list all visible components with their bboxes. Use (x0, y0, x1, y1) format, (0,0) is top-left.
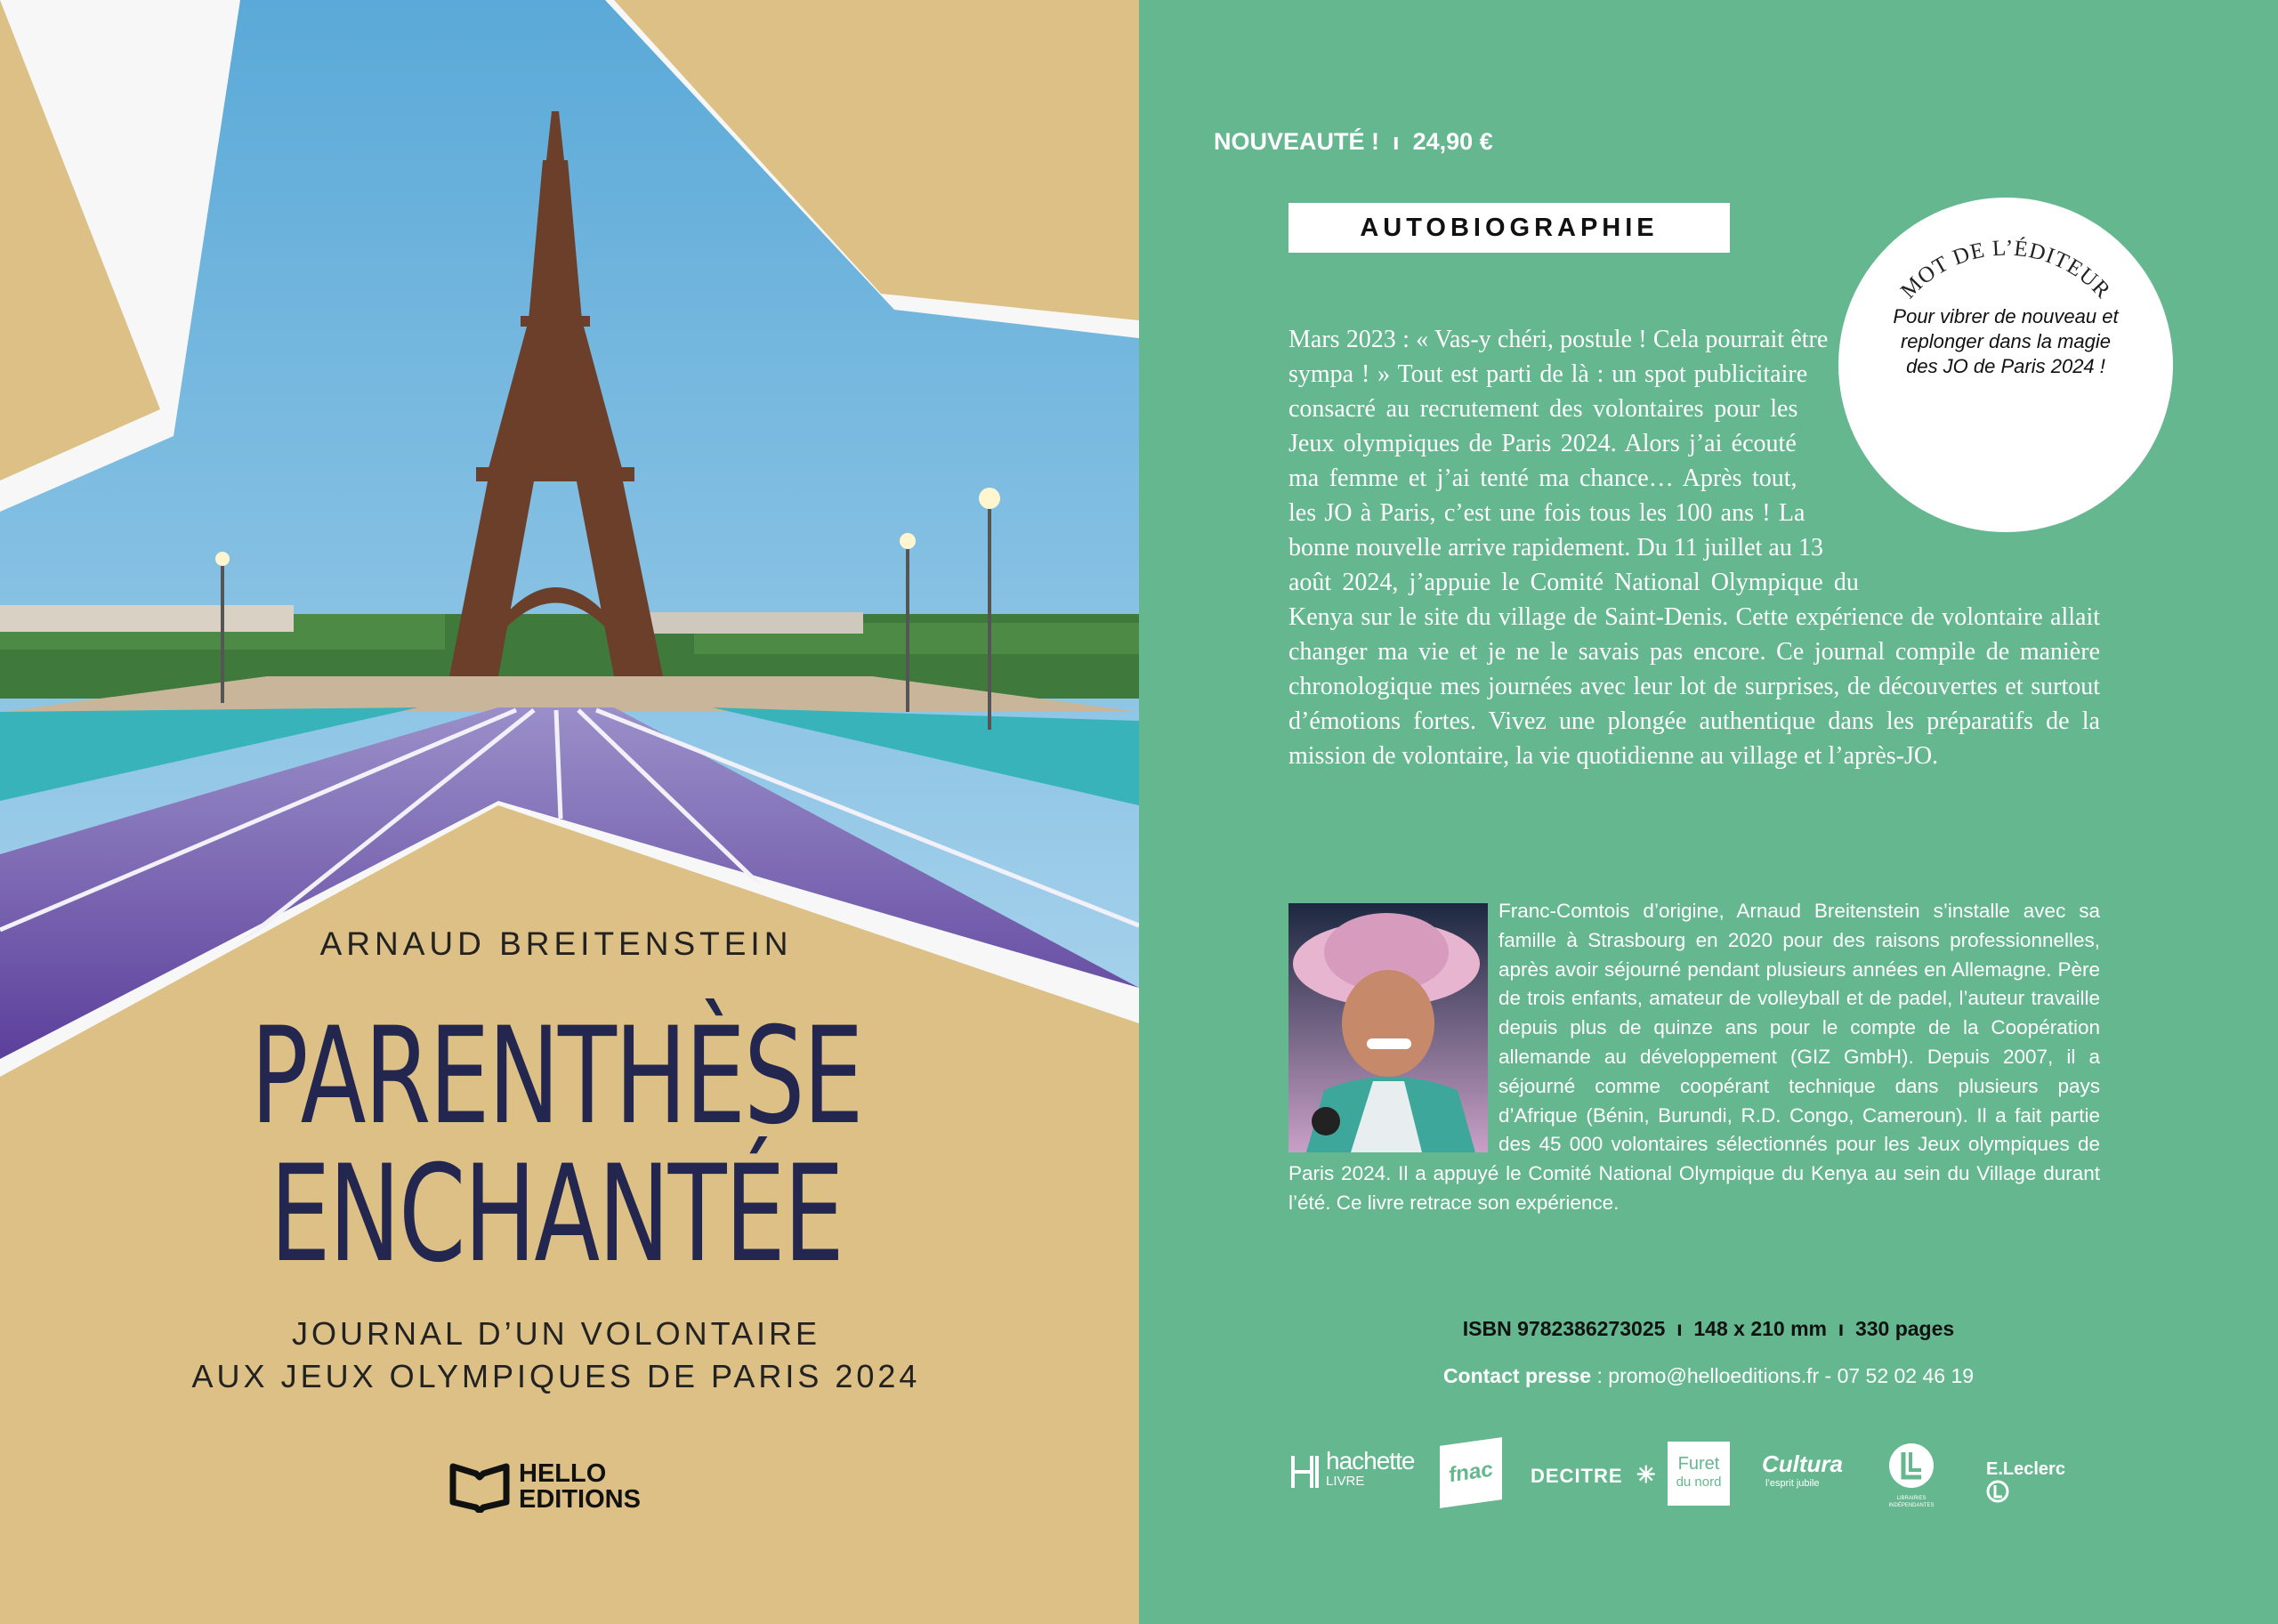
editor-quote: Pour vibrer de nouveau et replonger dans la magie des JO de Paris 2024 ! (1893, 305, 2119, 377)
leclerc-text: E.Leclerc (1986, 1459, 2065, 1479)
author-name: ARNAUD BREITENSTEIN (319, 925, 793, 962)
star-icon: ✳ (1628, 1461, 1657, 1488)
category-label: AUTOBIOGRAPHIE (1360, 213, 1659, 242)
furet-logo (1668, 1442, 1730, 1506)
new-label: NOUVEAUTÉ ! (1214, 128, 1380, 155)
book-icon (449, 1461, 510, 1513)
hachette-sub: LIVRE (1326, 1474, 1365, 1489)
decitre-text: DECITRE (1531, 1465, 1623, 1487)
back-cover (1139, 0, 2278, 1624)
price: 24,90 € (1412, 128, 1493, 155)
page-count: 330 pages (1854, 1317, 1955, 1340)
librairies-icon (1887, 1442, 1935, 1490)
synopsis (1288, 322, 2100, 773)
contact-label: Contact presse (1442, 1364, 1592, 1387)
librairies-logo (1885, 1442, 1938, 1509)
author-photo (1288, 903, 1488, 1152)
fnac-logo (1440, 1437, 1502, 1508)
subtitle-line1: JOURNAL D’UN VOLONTAIRE (291, 1315, 821, 1352)
isbn: ISBN 9782386273025 (1462, 1317, 1666, 1340)
separator: ı (1385, 128, 1407, 155)
hachette-text: hachette (1326, 1447, 1415, 1475)
furet-text-line2: du nord (1676, 1475, 1722, 1490)
librairies-text: LIBRAIRIES INDÉPENDANTES (1888, 1496, 1935, 1508)
cultura-logo (1762, 1450, 1843, 1489)
cultura-text: Cultura (1762, 1450, 1843, 1477)
leclerc-logo (1986, 1459, 2091, 1503)
book-title-line2: ENCHANTÉE (270, 1137, 843, 1292)
decitre-logo (1531, 1461, 1657, 1489)
publisher-name-line1: HELLO (519, 1459, 607, 1488)
editor-badge-text: MOT DE L’ÉDITEUR (1896, 236, 2116, 303)
book-format: 148 x 210 mm (1693, 1317, 1827, 1340)
publisher-name-line2: EDITIONS (519, 1485, 641, 1514)
publisher-logo (449, 1461, 641, 1513)
bio-text: Franc-Comtois d’origine, Arnaud Breitenstein s’installe avec sa famille à Strasbourg en 2020 pour des raisons professionnelles, après avoir séjourné pendant plusieurs années en Allemagne. Père de trois enfants, amateur de volleyball et de padel, l’auteur travaille depuis plus de quinze ans pour le compte de la Coopération allemande au développement (GIZ GmbH). Depuis 2007, il a séjourné comme coopérant technique dans plusieurs pays d’Afrique (Bénin, Burundi, R.D. Congo, Cameroun). Il a fait partie des 45 000 volontaires sélectionnés pour les Jeux olympiques de Paris 2024. Il a appuyé le Comité National Olympique du Kenya au sein du Village durant l’été. Ce livre retrace son expérience. (1288, 900, 2100, 1214)
new-release-price (1214, 128, 1493, 156)
fnac-text: fnac (1449, 1457, 1493, 1488)
cultura-sub: l’esprit jubile (1765, 1478, 1820, 1489)
book-details: ISBN 9782386273025 ı 148 x 210 mm ı 330 pages (1462, 1317, 1955, 1340)
furet-text-line1: Furet (1677, 1454, 1720, 1474)
retailer-logos (1290, 1442, 2091, 1513)
book-title-line1: PARENTHÈSE (250, 999, 862, 1154)
category-badge (1288, 203, 1730, 253)
subtitle-line2: AUX JEUX OLYMPIQUES DE PARIS 2024 (191, 1358, 921, 1394)
contact-value: : promo@helloeditions.fr - 07 52 02 46 19 (1591, 1364, 1975, 1387)
synopsis-text: Mars 2023 : « Vas-y chéri, postule ! Cela pourrait être sympa ! » Tout est parti de là : un spot publicitaire consacré au recrutement des volontaires pour les Jeux olympiques de Paris 2024. Alors j’ai écouté ma femme et j’ai tenté ma chance… Après tout, les JO à Paris, c’est une fois tous les 100 ans ! La bonne nouvelle arrive rapidement. Du 11 juillet au 13 août 2024, j’appuie le Comité National Olympique du Kenya sur le site du village de Saint-Denis. Cette expérience de volontaire allait changer ma vie et je ne le savais pas encore. Ce journal compile de manière chronologique mes journées avec leur lot de surprises, de découvertes et surtout d’émotions fortes. Vivez une plongée authentique dans les préparatifs de la mission de volontaire, la vie quotidienne au village et l’après-JO. (1288, 326, 2100, 770)
leclerc-circle-icon (1986, 1480, 2009, 1503)
hachette-h-icon (1290, 1454, 1321, 1490)
press-contact (1139, 1364, 2278, 1388)
